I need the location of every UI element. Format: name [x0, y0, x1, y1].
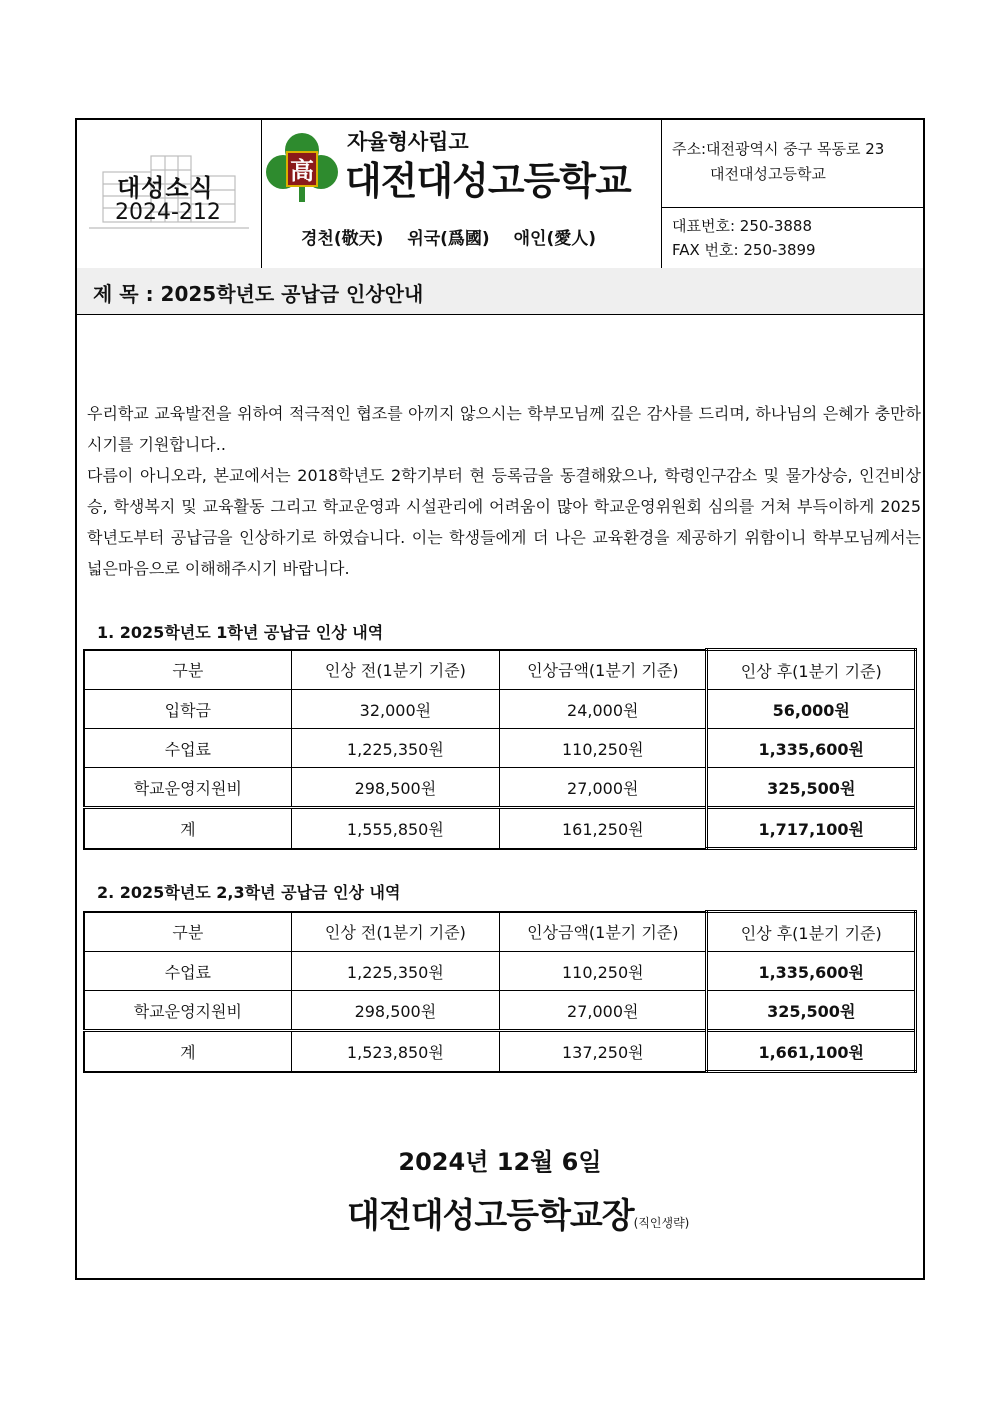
table-cell: 56,000원 [707, 690, 916, 729]
newsletter-badge [77, 120, 262, 268]
table-cell: 학교운영지원비 [84, 768, 291, 808]
header-cell: 인상 후(1분기 기준) [707, 650, 916, 690]
school-type: 자율형사립고 [347, 130, 469, 154]
table-row [84, 768, 916, 808]
table-cell: 161,250원 [500, 808, 707, 849]
contact-block [662, 120, 923, 268]
table-header-row [84, 650, 916, 690]
issue-date: 2024년 12월 6일 [398, 1148, 602, 1176]
table-total-row [84, 1031, 916, 1072]
header-cell: 인상 후(1분기 기준) [707, 912, 916, 952]
table-cell: 1,335,600원 [707, 952, 916, 991]
newsletter-title: 대성소식 [117, 174, 214, 202]
motto-1: 경천(敬天) [301, 229, 384, 249]
table1-title: 1. 2025학년도 1학년 공납금 인상 내역 [97, 623, 384, 642]
header-cell: 인상 전(1분기 기준) [291, 650, 499, 690]
table-cell: 137,250원 [500, 1031, 707, 1072]
notice-paragraph: 다름이 아니오라, 본교에서는 2018학년도 2학기부터 현 등록금을 동결해왔으나, 학령인구감소 및 물가상승, 인건비상승, 학생복지 및 교육활동 그리고 학교운영과 시설관리에 어려움이 많아 학교운영위원회 심의를 거쳐 부득이하게 2025학년도부터 공납금을 인상하기로 하였습니다. 이는 학생들에게 더 나은 교육환경을 제공하기 위함이니 학부모님께서는 넓은마음으로 이해해주시기 바랍니다. [87, 466, 921, 578]
school-name: 대전대성고등학교 [345, 159, 631, 203]
table-row [84, 991, 916, 1031]
table-cell: 325,500원 [707, 991, 916, 1031]
school-motto [301, 224, 614, 249]
table-cell: 1,225,350원 [291, 729, 499, 768]
emblem-glyph: 高 [290, 157, 314, 185]
table-cell: 학교운영지원비 [84, 991, 291, 1031]
table-cell: 110,250원 [500, 729, 707, 768]
fax-number: FAX 번호: 250-3899 [672, 241, 816, 259]
table-cell: 325,500원 [707, 768, 916, 808]
grade23-fee-table [83, 910, 917, 1073]
table2-title: 2. 2025학년도 2,3학년 공납금 인상 내역 [97, 883, 401, 902]
phone-number: 대표번호: 250-3888 [672, 217, 812, 235]
header-cell: 구분 [84, 912, 291, 952]
signature-note: (직인생략) [633, 1216, 690, 1230]
address-block [662, 120, 923, 208]
table-row [84, 952, 916, 991]
table-cell: 입학금 [84, 690, 291, 729]
motto-3: 애인(愛人) [513, 229, 597, 249]
table-row [84, 690, 916, 729]
document-frame [75, 118, 925, 1280]
header-cell: 인상금액(1분기 기준) [500, 912, 707, 952]
table-total-row [84, 808, 916, 849]
address-line-1: 주소:대전광역시 중구 목동로 23 [672, 140, 885, 158]
signature-name: 대전대성고등학교장 [347, 1196, 634, 1236]
header-cell: 구분 [84, 650, 291, 690]
grade1-fee-table [83, 648, 917, 850]
letterhead [77, 120, 923, 269]
address-line-2: 대전대성고등학교 [710, 165, 826, 183]
table-cell: 1,661,100원 [707, 1031, 916, 1072]
table-cell: 27,000원 [500, 768, 707, 808]
table-cell: 32,000원 [291, 690, 499, 729]
table-cell: 110,250원 [500, 952, 707, 991]
table-row [84, 729, 916, 768]
header-cell: 인상금액(1분기 기준) [500, 650, 707, 690]
table-cell: 계 [84, 1031, 291, 1072]
newsletter-number: 2024-212 [115, 200, 221, 225]
subject-title: 제 목 : 2025학년도 공납금 인상안내 [93, 282, 424, 306]
table-cell: 1,717,100원 [707, 808, 916, 849]
table-cell: 1,225,350원 [291, 952, 499, 991]
table-header-row [84, 912, 916, 952]
subject-bar [77, 268, 923, 315]
greeting-paragraph: 우리학교 교육발전을 위하여 적극적인 협조를 아끼지 않으시는 학부모님께 깊은 감사를 드리며, 하나님의 은혜가 충만하시기를 기원합니다.. [87, 404, 921, 454]
school-emblem-icon [265, 132, 339, 204]
table-cell: 298,500원 [291, 768, 499, 808]
table-cell: 27,000원 [500, 991, 707, 1031]
table-cell: 계 [84, 808, 291, 849]
header-cell: 인상 전(1분기 기준) [291, 912, 499, 952]
table-cell: 1,335,600원 [707, 729, 916, 768]
school-title-block [261, 120, 662, 268]
table-cell: 24,000원 [500, 690, 707, 729]
table-cell: 수업료 [84, 952, 291, 991]
table-cell: 298,500원 [291, 991, 499, 1031]
principal-signature [347, 1188, 689, 1237]
table-cell: 수업료 [84, 729, 291, 768]
table-cell: 1,555,850원 [291, 808, 499, 849]
motto-2: 위국(爲國) [407, 229, 490, 249]
table-cell: 1,523,850원 [291, 1031, 499, 1072]
